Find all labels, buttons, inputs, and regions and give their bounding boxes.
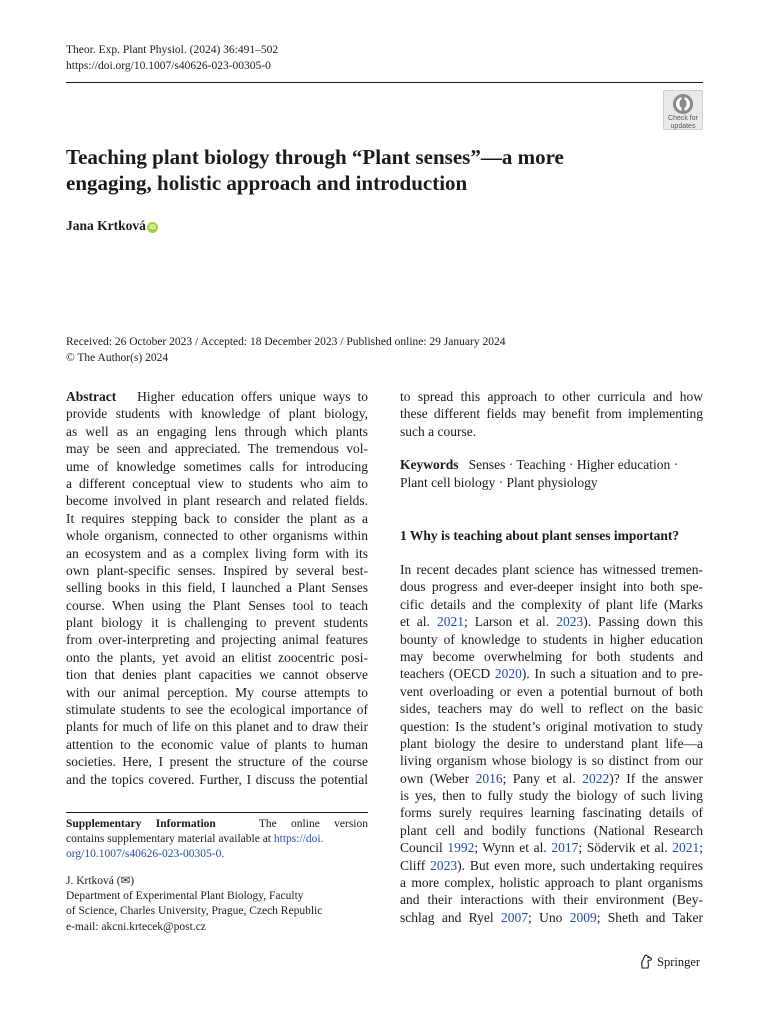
- paragraph-line: [400, 613, 703, 630]
- citation-link[interactable]: 2009: [569, 909, 597, 925]
- author-line: [66, 217, 158, 235]
- citation-link[interactable]: 2016: [475, 770, 503, 786]
- abstract-line: attention to the economic value of plants to human: [66, 736, 368, 752]
- abstract-line: own plant-specific senses. Inspired by several best-: [66, 562, 368, 578]
- publisher-name: Springer: [657, 955, 701, 969]
- paragraph-line: [400, 648, 703, 665]
- paragraph-text: teachers (OECD: [400, 666, 495, 682]
- paragraph-text: plant cell and bodily functions (National Research: [400, 822, 703, 838]
- paragraph-text: dous progress and ever-deeper insight into both spe-: [400, 579, 703, 595]
- abstract-line: an ecosystem and as a complex living form with its: [66, 545, 368, 561]
- dates-line: Received: 26 October 2023 / Accepted: 18 December 2023 / Published online: 29 January 2024: [66, 336, 506, 348]
- paragraph-line: [400, 822, 703, 839]
- paragraph-text: sides, teachers may do well to reflect on the basic: [400, 701, 703, 717]
- supplementary-text: .: [221, 848, 225, 861]
- abstract-line: It requires stepping back to consider the plant as a: [66, 510, 368, 526]
- paragraph-line: [400, 700, 703, 717]
- paragraph-text: ). Passing down this: [583, 614, 703, 630]
- paragraph-line: [400, 665, 703, 682]
- paragraph-line: [400, 770, 703, 787]
- paragraph-text: question: Is the student’s original motivation to study: [400, 718, 703, 734]
- orcid-icon[interactable]: iD: [147, 222, 158, 233]
- supplementary-link[interactable]: org/10.1007/s40626-023-00305-0: [66, 848, 222, 861]
- paragraph-line: [400, 718, 703, 735]
- abstract-line: as well as an engaging lens through which plants: [66, 423, 368, 439]
- abstract-line: provide students with knowledge of plant biology,: [66, 406, 368, 422]
- paragraph-text: ;: [699, 840, 703, 856]
- citation-link[interactable]: 2021: [436, 614, 464, 630]
- paragraph-line: [400, 787, 703, 804]
- keywords-list: Senses · Teaching · Higher education ·: [468, 457, 679, 473]
- abstract-line: whole organism, connected to other organisms within: [66, 528, 368, 544]
- citation-link[interactable]: 2017: [551, 840, 579, 856]
- citation-link[interactable]: 2022: [582, 770, 610, 786]
- author-email[interactable]: e-mail: akcni.krtecek@post.cz: [66, 920, 206, 933]
- abstract-line: may be seen and appreciated. The tremendous vol-: [66, 441, 368, 457]
- paragraph-text: schlag and Ryel: [400, 909, 501, 925]
- abstract-line: stimulate students to see the ecological importance of: [66, 702, 368, 718]
- doi-link[interactable]: https://doi.org/10.1007/s40626-023-00305-0: [66, 59, 271, 72]
- author-affiliation: [66, 874, 368, 935]
- abstract-continuation: [400, 388, 703, 491]
- springer-horse-icon: [639, 954, 653, 969]
- paragraph-line: [400, 752, 703, 769]
- affiliation-line: J. Krtková (✉): [66, 875, 135, 887]
- journal-citation: Theor. Exp. Plant Physiol. (2024) 36:491–502: [66, 44, 279, 56]
- paragraph-text: ; Södervik et al.: [578, 840, 673, 856]
- crossmark-label-line1: Check for: [668, 115, 698, 122]
- citation-link[interactable]: 2023: [430, 857, 458, 873]
- abstract-continuation-body: [400, 388, 703, 440]
- paragraph-text: ). In such a situation and to pre-: [521, 666, 703, 682]
- author-name[interactable]: Jana Krtková: [66, 218, 146, 233]
- paragraph-text: forms surely requires learning fascinating details of: [400, 805, 703, 821]
- paragraph-text: own (Weber: [400, 770, 476, 786]
- paragraph-text: vent overloading or even a potential burnout of both: [400, 683, 703, 699]
- supplementary-link[interactable]: https://doi.: [273, 833, 324, 846]
- citation-link[interactable]: 1992: [447, 840, 475, 856]
- crossmark-icon: [672, 93, 694, 115]
- paragraph-line: [400, 909, 703, 926]
- supplementary-label: Supplementary Information: [66, 818, 216, 830]
- abstract-line: a different conceptual view to students who aim to: [66, 475, 368, 491]
- affiliation-line: of Science, Charles University, Prague, Czech Republic: [66, 905, 323, 918]
- paragraph-text: ; Pany et al.: [502, 770, 583, 786]
- abstract-line: with our animal perception. My course attempts to: [66, 684, 368, 700]
- abstract-line: such a course.: [400, 423, 477, 439]
- journal-reference: [66, 43, 278, 74]
- paragraph-line: [400, 804, 703, 821]
- paragraph-text: a more complex, holistic approach to plant organisms: [400, 875, 703, 891]
- abstract-line: selling books in this field, I launched a Plant Senses: [66, 580, 368, 596]
- paragraph-text: Cliff: [400, 857, 431, 873]
- paragraph-line: [400, 874, 703, 891]
- header-rule: [66, 82, 703, 83]
- copyright-line: © The Author(s) 2024: [66, 351, 169, 364]
- paragraph-text: cific details and the complexity of plant life (Marks: [400, 596, 703, 612]
- abstract-line: tion that denies plant capacities we cannot observe: [66, 667, 368, 683]
- supplementary-information: [66, 817, 368, 863]
- check-for-updates-badge[interactable]: [663, 90, 703, 130]
- crossmark-label-line2: updates: [670, 123, 696, 130]
- paragraph-line: [400, 596, 703, 613]
- keywords-label: Keywords: [400, 457, 459, 473]
- abstract-label: Abstract: [66, 389, 117, 404]
- abstract-line: onto the plants, yet avoid an elitist zoocentric posi-: [66, 649, 368, 665]
- abstract-line: plants for much of life on this planet and to draw their: [66, 719, 368, 735]
- paragraph-text: may become overwhelming for both students and: [400, 648, 703, 664]
- abstract-line: become involved in plant research and related fields.: [66, 493, 368, 509]
- article-title: [66, 144, 666, 196]
- title-line: engaging, holistic approach and introduction: [66, 171, 468, 195]
- paragraph-text: bounty of knowledge to students in higher education: [400, 631, 703, 647]
- paragraph-text: Council: [400, 840, 448, 856]
- keywords-line: [400, 456, 703, 473]
- paragraph-line: [400, 683, 703, 700]
- paragraph-text: et al.: [400, 614, 437, 630]
- citation-link[interactable]: 2007: [500, 909, 528, 925]
- abstract-text: Higher education offers unique ways to: [137, 389, 368, 404]
- keywords-line-2: Plant cell biology · Plant physiology: [400, 474, 598, 490]
- supplementary-line: [66, 847, 368, 862]
- abstract-body: [66, 405, 368, 788]
- affiliation-line: Department of Experimental Plant Biology, Faculty: [66, 890, 304, 903]
- paragraph-line: [400, 561, 703, 578]
- paragraph-line: [400, 891, 703, 908]
- section-body: [400, 561, 703, 926]
- abstract-line: ume of knowledge sometimes calls for introducing: [66, 458, 368, 474]
- abstract-line: these different fields may benefit from implementing: [400, 406, 703, 422]
- paragraph-line: [400, 839, 703, 856]
- abstract-line: plant biology it is challenging to prevent students: [66, 615, 368, 631]
- supplementary-line: [66, 817, 368, 832]
- paragraph-text: plant biology the desire to understand plant life—a: [400, 735, 703, 751]
- abstract-line: course. When using the Plant Senses tool to teach: [66, 597, 368, 613]
- abstract-line: and the topics covered. Further, I discuss the potential: [66, 771, 368, 787]
- supplementary-text: The online version: [258, 818, 368, 830]
- paragraph-text: ; Uno: [527, 909, 570, 925]
- publisher-logo: [639, 953, 700, 971]
- title-line: Teaching plant biology through “Plant senses”—a more: [66, 145, 564, 169]
- citation-link[interactable]: 2021: [672, 840, 700, 856]
- citation-link[interactable]: 2020: [494, 666, 522, 682]
- paragraph-text: ). But even more, such undertaking requires: [457, 857, 703, 873]
- citation-link[interactable]: 2023: [556, 614, 584, 630]
- paragraph-line: [400, 631, 703, 648]
- paragraph-line: [400, 857, 703, 874]
- abstract-line: societies. Here, I present the structure of the course: [66, 754, 368, 770]
- footnote-rule: [66, 812, 368, 813]
- abstract-line: to spread this approach to other curricula and how: [400, 389, 703, 404]
- paragraph-text: ; Larson et al.: [463, 614, 557, 630]
- paragraph-text: is yes, then to fully study the biology of such living: [400, 788, 703, 804]
- paragraph-text: ; Wynn et al.: [474, 840, 552, 856]
- paragraph-text: and their interactions with their environment (Bey-: [400, 892, 703, 908]
- abstract-line: from over-interpreting and projecting animal features: [66, 632, 368, 648]
- paragraph-text: In recent decades plant science has witnessed tremen-: [400, 562, 703, 577]
- paragraph-text: )? If the answer: [609, 770, 703, 786]
- section-heading: 1 Why is teaching about plant senses important?: [400, 528, 680, 543]
- paragraph-text: living organism whose biology is so distinct from our: [400, 753, 703, 769]
- paragraph-line: [400, 578, 703, 595]
- abstract: [66, 388, 368, 788]
- paragraph-line: [400, 735, 703, 752]
- paragraph-text: ; Sheth and Taker: [596, 909, 703, 925]
- supplementary-line: [66, 832, 368, 847]
- supplementary-text: contains supplementary material available at: [66, 833, 274, 846]
- publication-dates: [66, 335, 505, 366]
- abstract-first-line: [66, 388, 368, 405]
